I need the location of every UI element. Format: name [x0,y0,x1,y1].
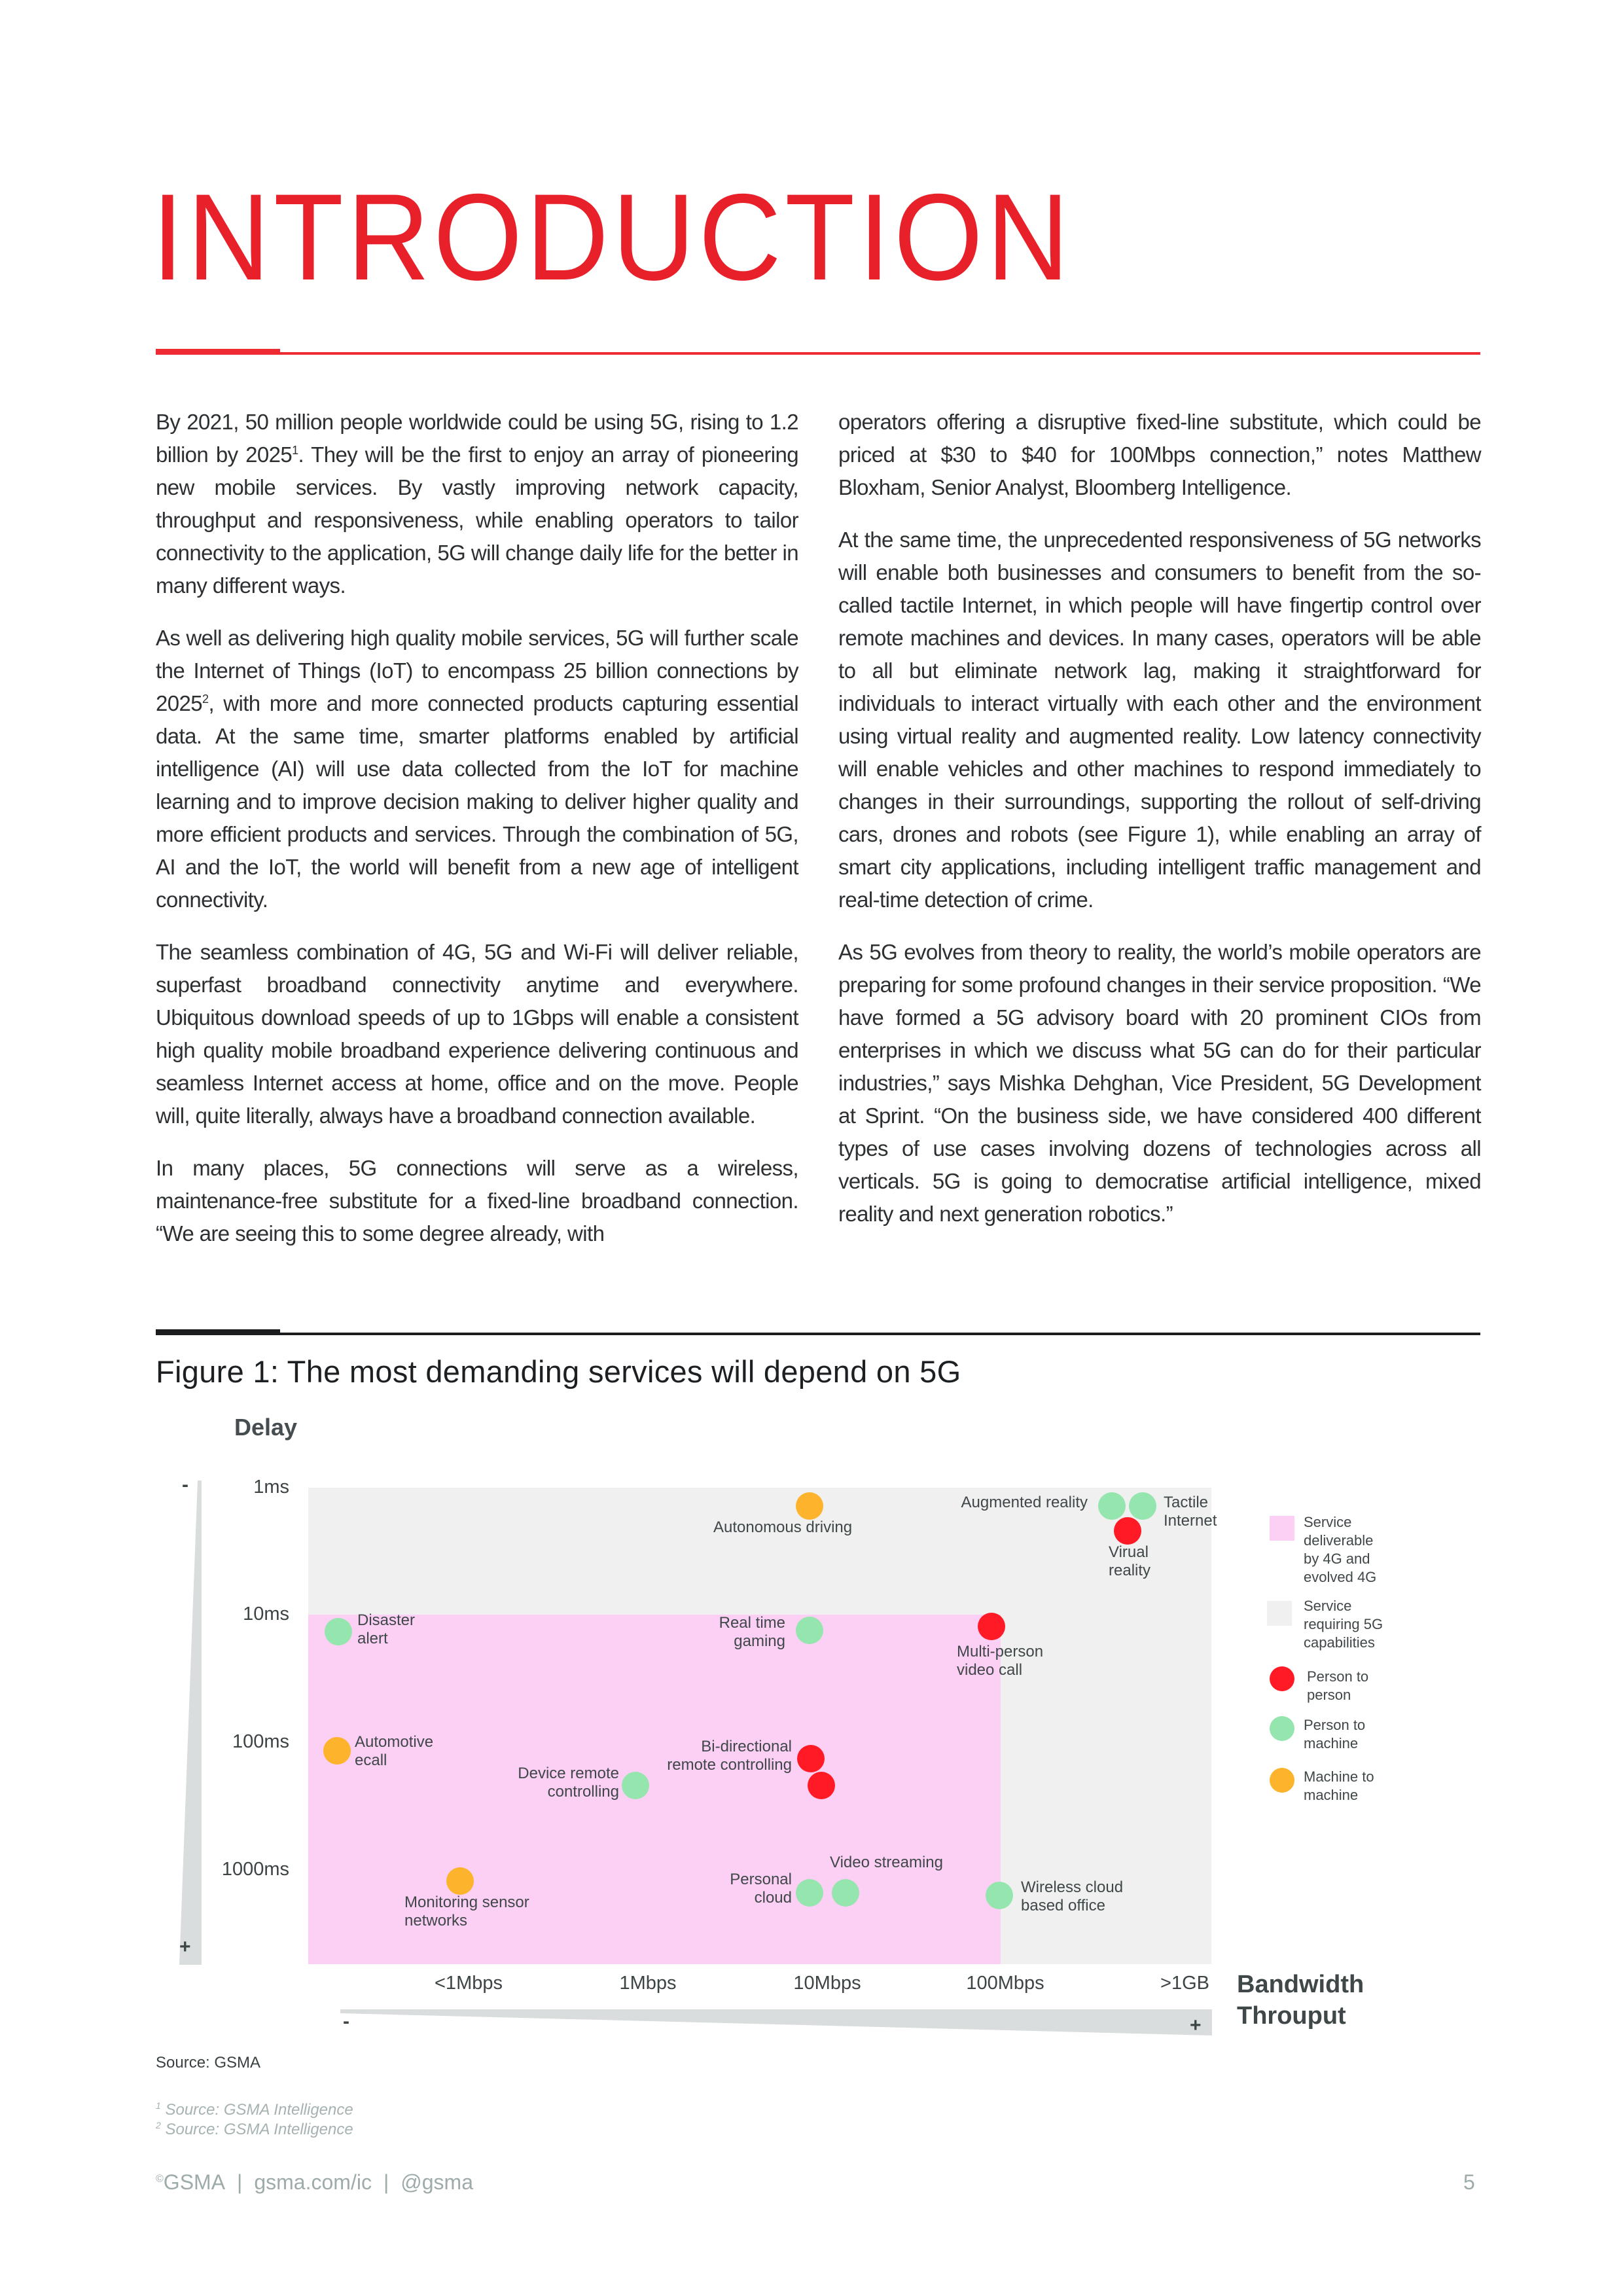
point-personal-cloud[interactable] [796,1879,823,1907]
footnote-ref[interactable]: 1 [292,444,298,457]
point-label: Personal [730,1871,792,1888]
point-label: Automotive [355,1733,434,1751]
point-device-remote-controlling[interactable] [622,1772,649,1799]
legend-swatch-5g [1267,1601,1292,1626]
paragraph: In many places, 5G connections will serve as a wireless, maintenance-free substitute for a fixed-line broadband connection. “We are seeing this to some degree already, with [156,1156,798,1246]
figure-divider-accent [156,1329,280,1335]
point-label: networks [404,1912,468,1929]
y-axis-title: Delay [234,1414,298,1441]
copyright-symbol: © [156,2173,164,2185]
point-label: Internet [1164,1512,1217,1530]
point-label: remote controlling [667,1756,792,1774]
footnote-1: $^1$ Source: GSMA Intelligence [156,2100,353,2119]
point-label: Device remote [518,1765,619,1782]
body-column-right [838,406,1481,1250]
paragraph: As well as delivering high quality mobile services, 5G will further scale the Internet of Things (IoT) to encompass 25 billion connections by 2025$^2$, with more and more connected products capturing essential data. At the same time, smarter platforms enabled by artificial intelligence (AI) will use data collected from the IoT for machine learning and to improve decision making to deliver higher quality and more efficient products and services. Through the combination of 5G, AI and the IoT, the world will benefit from a new age of intelligent connectivity. [156,626,798,912]
legend-item-machine-to-machine: Machine to machine [1304,1768,1374,1803]
page-footer: ©GSMA | gsma.com/ic | @gsma [156,2170,473,2194]
point-label: ecall [355,1751,387,1769]
x-axis-title-line1: Bandwidth [1237,1971,1364,1998]
legend-item-5g: Service requiring 5G capabilities [1304,1598,1383,1651]
x-axis-plus: + [1190,2015,1202,2036]
point-disaster-alert[interactable] [325,1618,352,1645]
point-label: reality [1109,1562,1151,1579]
x-tick: 1Mbps [619,1973,677,1994]
y-axis-plus: + [179,1936,191,1958]
point-label: Tactile [1164,1494,1209,1511]
point-label: Augmented reality [961,1494,1088,1511]
legend-item-person-to-person: Person to person [1307,1668,1369,1703]
paragraph: As 5G evolves from theory to reality, the world’s mobile operators are preparing for some profound changes in their service proposition. “We have formed a 5G advisory board with 20 prominent CIOs from enterprises in which we discuss what 5G can do for their particular industries,” says Mishka Dehghan, Vice President, 5G Development at Sprint. “On the business side, we have considered 400 different types of use cases involving dozens of technologies across all verticals. 5G is going to democratise artificial intelligence, mixed reality and next generation robotics.” [838,940,1481,1226]
y-tick: 10ms [243,1604,289,1624]
point-label: Video streaming [830,1854,943,1871]
point-autonomous-driving[interactable] [796,1492,823,1520]
paragraph: The seamless combination of 4G, 5G and Wi-Fi will deliver reliable, superfast broadband connectivity anytime and everywhere. Ubiquitous download speeds of up to 1Gbps will enable a consistent high quality mobile broadband experience delivering continuous and seamless Internet access at home, office and on the move. People will, quite literally, always have a broadband connection available. [156,940,798,1128]
paragraph: operators offering a disruptive fixed-line substitute, which could be priced at $30 to $40 for 100Mbps connection,” notes Matthew Bloxham, Senior Analyst, Bloomberg Intelligence. [838,410,1481,499]
x-tick: 100Mbps [966,1973,1044,1994]
x-tick: 10Mbps [793,1973,861,1994]
point-label: based office [1021,1897,1105,1914]
point-label: alert [357,1630,388,1647]
point-label: Real time [719,1614,785,1632]
point-multi-person-video-call[interactable] [978,1613,1005,1640]
point-label: video call [957,1661,1023,1679]
point-label: gaming [734,1632,785,1650]
point-real-time-gaming[interactable] [796,1617,823,1644]
y-tick: 100ms [232,1731,289,1752]
legend-item-4g: Service deliverable by 4G and evolved 4G [1304,1514,1377,1585]
paragraph: At the same time, the unprecedented responsiveness of 5G networks will enable both businesses and consumers to benefit from the so-called tactile Internet, in which people will have fingertip control over remote machines and devices. In many cases, operators will be able to all but eliminate network lag, making it straightforward for individuals to interact virtually with each other and the environment using virtual reality and augmented reality. Low latency connectivity will enable vehicles and other machines to respond immediately to changes in their surroundings, supporting the rollout of self-driving cars, drones and robots (see Figure 1), while enabling an array of smart city applications, including intelligent traffic management and real-time detection of crime. [838,528,1481,912]
point-wireless-cloud-based-office[interactable] [986,1882,1013,1909]
point-label: Virual [1109,1543,1149,1561]
point-label: Bi-directional [701,1738,792,1755]
paragraph: By 2021, 50 million people worldwide could be using 5G, rising to 1.2 billion by 2025$^1$. They will be the first to enjoy an array of pioneering new mobile services. By vastly improving network capacity, throughput and responsiveness, while enabling operators to tailor connectivity to the application, 5G will change daily life for the better in many different ways. [156,410,798,598]
legend-dot-person-to-person [1270,1666,1294,1691]
figure-divider [156,1333,1480,1335]
figure-title: Figure 1: The most demanding services will depend on 5G [156,1354,961,1389]
x-axis-title-line2: Throuput [1237,2002,1346,2030]
legend-dot-person-to-machine [1270,1716,1294,1741]
point-monitoring-sensor-networks[interactable] [446,1867,474,1895]
point-label: Monitoring sensor [404,1893,529,1911]
x-tick: >1GB [1160,1973,1209,1994]
body-column-left [156,406,798,1270]
page-number: 5 [1463,2170,1475,2194]
footnote-ref[interactable]: 2 [202,692,209,706]
y-tick: 1ms [253,1477,289,1498]
footer-brand: GSMA [163,2170,226,2194]
x-tick: <1Mbps [435,1973,503,1994]
legend-item-person-to-machine: Person to machine [1304,1717,1366,1751]
point-label: Disaster [357,1611,416,1629]
point-bi-directional-remote-controlling[interactable] [797,1745,825,1772]
y-tick: 1000ms [221,1859,289,1880]
figure-source: Source: GSMA [156,2054,261,2072]
point-label: controlling [547,1783,619,1801]
page-title: INTRODUCTION [152,168,1073,306]
point-augmented-reality[interactable] [1098,1492,1126,1520]
point-label: Wireless cloud [1021,1878,1124,1896]
y-axis-minus: - [182,1474,188,1496]
point-label: cloud [754,1889,792,1907]
point-tactile-internet[interactable] [1129,1492,1156,1520]
legend-dot-machine-to-machine [1270,1768,1294,1793]
point-bi-directional-remote-controlling-2[interactable] [808,1772,835,1799]
legend-swatch-4g [1270,1516,1294,1541]
point-virtual-reality[interactable] [1114,1517,1141,1545]
footnote-2: $^2$ Source: GSMA Intelligence [156,2120,353,2138]
title-divider [156,352,1480,355]
footer-site-link[interactable]: gsma.com/ic [254,2170,372,2194]
title-divider-accent [156,349,280,355]
x-axis-minus: - [343,2011,349,2032]
x-axis-wedge [340,2009,1212,2036]
footer-social-handle[interactable]: @gsma [401,2170,473,2194]
y-axis-wedge [175,1480,202,1965]
point-label: Multi-person [957,1643,1044,1660]
point-automotive-ecall[interactable] [323,1737,351,1765]
point-label: Autonomous driving [713,1518,853,1536]
point-video-streaming[interactable] [832,1879,859,1907]
